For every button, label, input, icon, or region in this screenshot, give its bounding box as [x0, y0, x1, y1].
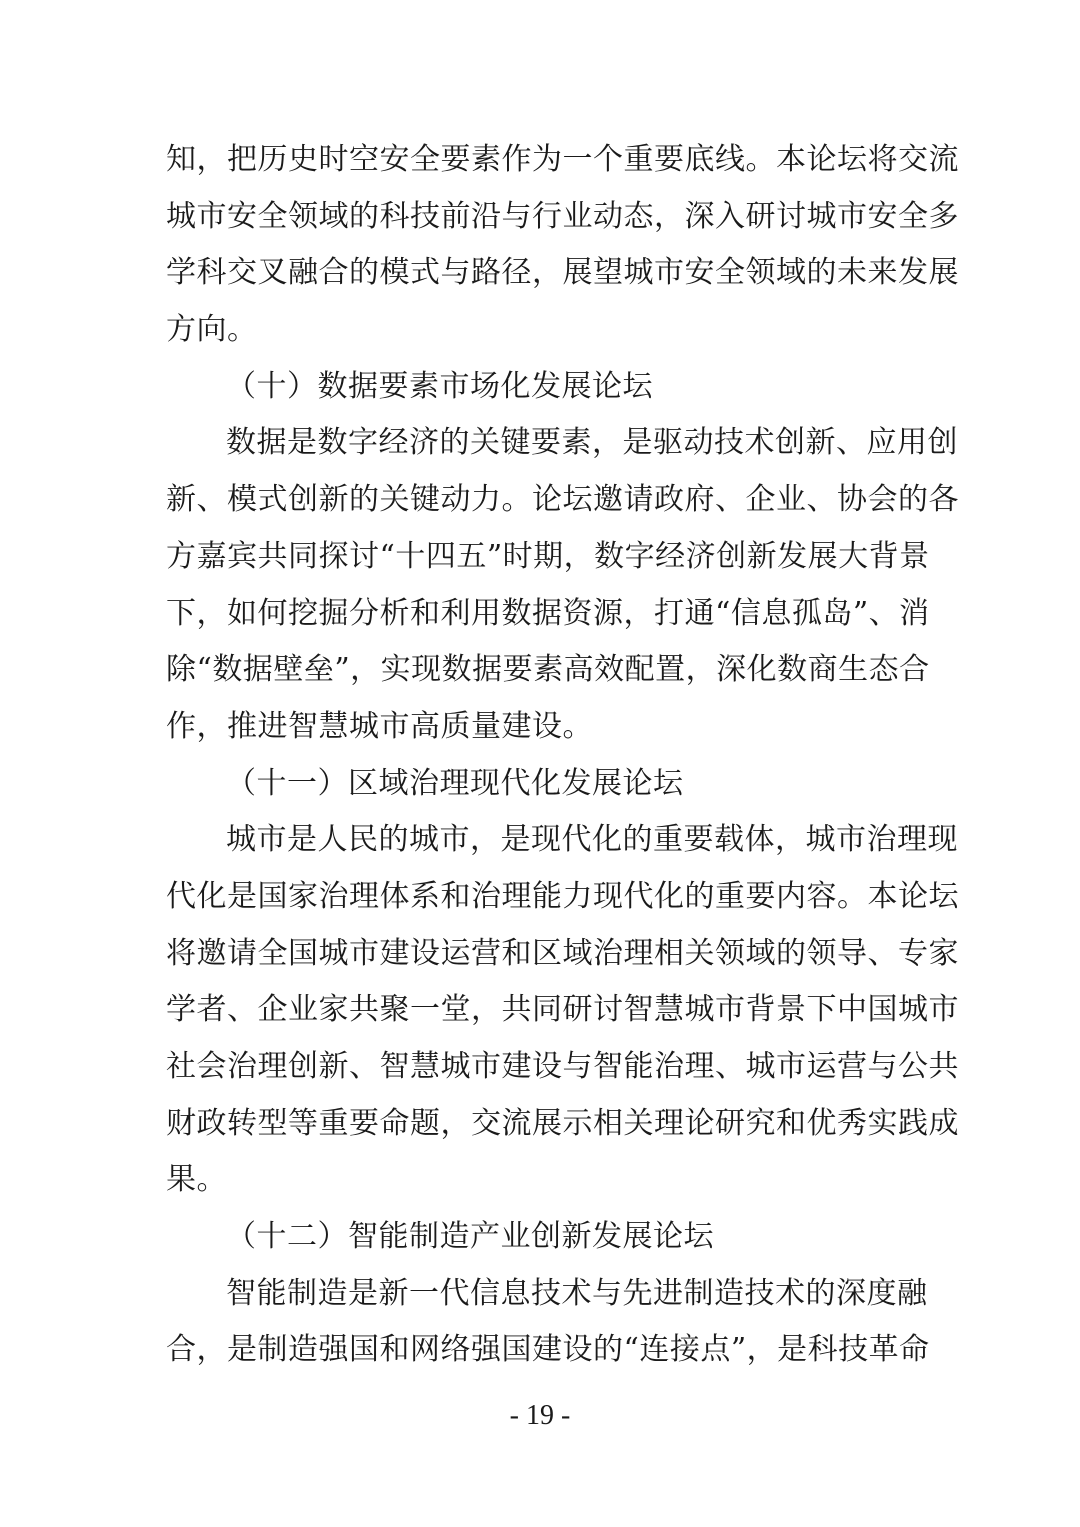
body-line: 将邀请全国城市建设运营和区域治理相关领域的领导、专家: [166, 935, 959, 971]
body-line: 除“数据壁垒”，实现数据要素高效配置，深化数商生态合: [166, 652, 930, 688]
body-line: 学者、企业家共聚一堂，共同研讨智慧城市背景下中国城市: [166, 992, 959, 1028]
body-line: 方嘉宾共同探讨“十四五”时期，数字经济创新发展大背景: [166, 538, 930, 574]
body-line: 城市是人民的城市，是现代化的重要载体，城市治理现: [226, 822, 958, 858]
body-line: 社会治理创新、智慧城市建设与智能治理、城市运营与公共: [166, 1049, 959, 1084]
section-heading-10: （十）数据要素市场化发展论坛: [226, 368, 653, 404]
body-line: 合，是制造强国和网络强国建设的“连接点”，是科技革命: [166, 1332, 930, 1368]
body-line: 方向。: [166, 312, 258, 348]
body-line: 作，推进智慧城市高质量建设。: [166, 708, 593, 744]
page-number: - 19 -: [509, 1400, 571, 1431]
section-heading-11: （十一）区域治理现代化发展论坛: [226, 765, 684, 801]
body-line: 智能制造是新一代信息技术与先进制造技术的深度融: [226, 1275, 928, 1311]
body-line: 数据是数字经济的关键要素，是驱动技术创新、应用创: [226, 425, 958, 461]
body-line: 知，把历史时空安全要素作为一个重要底线。本论坛将交流: [166, 142, 959, 177]
body-line: 代化是国家治理体系和治理能力现代化的重要内容。本论坛: [166, 878, 959, 914]
section-heading-12: （十二）智能制造产业创新发展论坛: [226, 1219, 714, 1255]
document-body: [166, 132, 959, 1379]
body-line: 新、模式创新的关键动力。论坛邀请政府、企业、协会的各: [166, 482, 959, 518]
body-line: 学科交叉融合的模式与路径，展望城市安全领域的未来发展: [166, 255, 959, 291]
body-line: 下，如何挖掘分析和利用数据资源，打通“信息孤岛”、消: [166, 595, 930, 631]
body-line: 城市安全领域的科技前沿与行业动态，深入研讨城市安全多: [166, 198, 959, 234]
body-line: 果。: [166, 1162, 227, 1198]
body-line: 财政转型等重要命题，交流展示相关理论研究和优秀实践成: [166, 1105, 959, 1141]
